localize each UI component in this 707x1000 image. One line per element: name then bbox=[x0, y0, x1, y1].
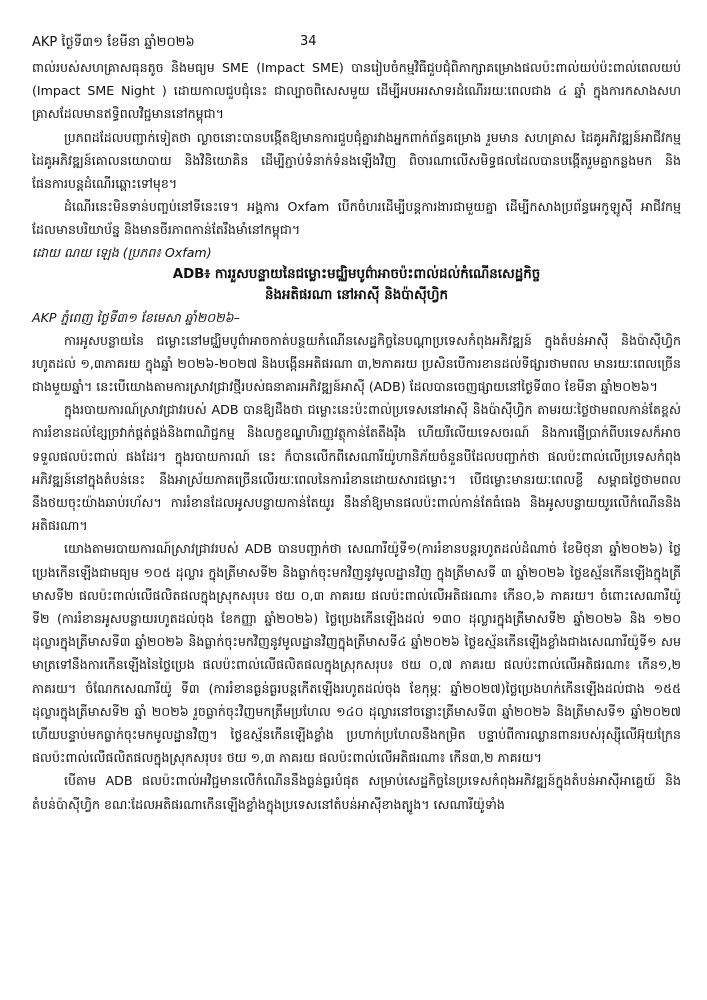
paragraph: ប្រភពដដែលបញ្ជាក់ទៀតថា ល្ងាចនោះបានបង្កើតឱ្យមានការជួបជុំគ្នារវាងអ្នកពាក់ព័ន្ធគម្រោង រួមមាន សហគ្រាស ដៃគូអភិវឌ្ឍន៍អាជីវកម្ម ដៃគូអភិវឌ្ឍន៍គោលនយោបាយ និងវិនិយោគិន ដើម្បីភ្ជាប់ទំនាក់ទំនងឡើងវិញ ពិចារណាលើសមិទ្ធផលដែលបានបង្កើតរួមគ្នាកន្លងមក និងផែនការបន្តដំណើរឆ្ពោះទៅមុខ។ bbox=[32, 129, 681, 192]
page-number: 34 bbox=[300, 34, 317, 49]
paragraph: ដំណើរនេះមិនទាន់បញ្ចប់នៅទីនេះទេ។ អង្គការ Oxfam បើកចំហរដើម្បីបន្តការងារជាមួយគ្នា ដើម្បីកសាងប្រព័ន្ធអេកូឡូស៊ី អាជីវកម្មដែលមានបរិយាប័ន្ន និងមានចីរភាពកាន់តែរឹងមាំនៅកម្ពុជា។ bbox=[32, 199, 681, 238]
paragraph: បើតាម ADB ផលប៉ះពាល់អវិជ្ជមានលើកំណើននឹងធ្ងន់ធ្ងរបំផុត សម្រាប់សេដ្ឋកិច្ចនៃប្រទេសកំពុងអភិវឌ្ឍន៍ក្នុងតំបន់អាស៊ីអាគ្នេយ៍ និងតំបន់ប៉ាស៊ីហ្វិក ខណៈដែលអតិផរណាកើនឡើងខ្លាំងក្នុងប្រទេសនៅតំបន់អាស៊ីខាងត្បូង។ សេណារីយ៉ូទាំង bbox=[32, 773, 681, 812]
article-dateline: AKP ភ្នំពេញ ថ្ងៃទី៣១ ខែមេសា ឆ្នាំ២០២៦– bbox=[32, 309, 240, 325]
paragraph: ក្នុងរបាយការណ៍ស្រាវជ្រាវរបស់ ADB បានឱ្យដឹងថា ជម្លោះនេះប៉ះពាល់ប្រទេសនៅអាស៊ី និងប៉ាស៊ីហ្វិក តាមរយៈថ្លៃថាមពលកាន់តែខ្ពស់ ការរំខានដល់ខ្សែច្រវាក់ផ្គត់ផ្គង់និងពាណិជ្ជកម្ម និងលក្ខខណ្ឌហិរញ្ញវត្ថុកាន់តែតឹងរ៉ឹង ហើយរីលើយទេសចរណ៍ និងការផ្ញើប្រាក់ពីបរទេសក៏អាចទទួលផលប៉ះពាល់ ផងដែរ។ ក្នុងរបាយការណ៍ នេះ ក៏បានលើកពីសេណារីយ៉ូហានិភ័យចំនួនបីដែលបញ្ជាក់ថា ផលប៉ះពាល់លើប្រទេសកំពុងអភិវឌ្ឍន៍នៅក្នុងតំបន់នេះ នឹងអាស្រ័យភាគច្រើនលើរយៈពេលនៃការរំខានដោយសារជម្លោះ។ បើជម្លោះមានរយៈពេលខ្លី សម្ពាធថ្លៃថាមពលនឹងថយចុះយ៉ាងឆាប់រហ័ស។ ការរំខានដែលអូសបន្លាយកាន់តែយូរ នឹងនាំឱ្យមានផលប៉ះពាល់កាន់តែធំធេង និងអូសបន្លាយយូរលើកំណើននិងអតិផរណា។ bbox=[32, 402, 681, 534]
paragraph: ការអូសបន្លាយនៃ ជម្លោះនៅមជ្ឈិមបូព៌ាអាចកាត់បន្ថយកំណើនសេដ្ឋកិច្ចនៃបណ្តាប្រទេសកំពុងអភិវឌ្ឍន៍ ក្នុងតំបន់អាស៊ី និងប៉ាស៊ីហ្វិក រហូតដល់ ១,៣ភាគរយ ក្នុងឆ្នាំ ២០២៦-២០២៧ និងបង្កើនអតិផរណា ៣,២ភាគរយ ប្រសិនបើការខានដល់ទីផ្សារថាមពល មានរយៈពេលច្រើនជាងមួយឆ្នាំ។ នេះបើយោងតាមការស្រាវជ្រាវថ្មីរបស់ធនាគារអភិវឌ្ឍន៍អាស៊ី (ADB) ដែលបានចេញផ្សាយនៅថ្ងៃទី៣០ ខែមីនា ឆ្នាំ២០២៦។ bbox=[32, 332, 681, 395]
article-oxfam-continued bbox=[32, 56, 681, 264]
header-source-date: AKP ថ្ងៃទី៣១ ខែមីនា ឆ្នាំ២០២៦ bbox=[32, 35, 195, 50]
article-adb bbox=[32, 264, 681, 816]
article-headline-line1: ADB៖ ការរួសបន្ទាយនៃជម្លោះមជ្ឈិមបូព៌ាអាចប៉ះពាល់ដល់កំណើនសេដ្ឋកិច្ច bbox=[172, 266, 541, 282]
paragraph: យោងតាមរបាយការណ៍ស្រាវជ្រាវរបស់ ADB បានបញ្ជាក់ថា សេណារីយ៉ូទី១(ការរំខានបន្តរហូតដល់ដំណាច់ ខែមិថុនា ឆ្នាំ២០២៦) ថ្លៃប្រេងកើនឡើងជាមធ្យម ១០៥ ដុល្លារ ក្នុងត្រីមាសទី២ និងធ្លាក់ចុះមកវិញនូវមូលដ្ឋានវិញ ក្នុងត្រីមាសទី ៣ ឆ្នាំ២០២៦ ថ្លៃឧស្ម័នកើនឡើងក្នុងត្រីមាសទី២ ផលប៉ះពាល់លើផលិតផលក្នុងស្រុកសរុប៖ ថយ ០,៣ ភាគរយ ផលប៉ះពាល់លើអតិផរណា៖ កើន០,៦ ភាគរយ។ ចំពោះសេណារីយ៉ូ ទី២ (ការរំខានអូសបន្លាយរហូតដល់ចុង ខែកញ្ញា ឆ្នាំ២០២៦) ថ្លៃប្រេងកើនឡើងដល់ ១៣០ ដុល្លារក្នុងត្រីមាសទី២ ឆ្នាំ២០២៦ និង ១២០ ដុល្លារក្នុងត្រីមាសទី៣ ឆ្នាំ២០២៦ និងធ្លាក់ចុះមកវិញនូវមូលដ្ឋានវិញក្នុងត្រីមាសទី៤ ឆ្នាំ២០២៦ ថ្លៃឧស្ម័នកើនឡើងខ្លាំងជាងសេណារីយ៉ូទី១ សមមាត្រទៅនឹងការកើនឡើងនៃថ្លៃប្រេង ផលប៉ះពាល់លើផលិតផលក្នុងស្រុកសរុប៖ ថយ ០,៧ ភាគរយ ផលប៉ះពាល់លើអតិផរណា៖ កើន១,២ ភាគរយ។ ចំណែកសេណារីយ៉ូ ទី៣ (ការរំខានធ្ងន់ធ្ងរបន្តកើតឡើងរហូតដល់ចុង ខែកុម្ភៈ ឆ្នាំ២០២៧)ថ្លៃប្រេងហក់កើនឡើងដល់ជាង ១៥៥ ដុល្លារក្នុងត្រីមាសទី២ ឆ្នាំ ២០២៦ រួចធ្លាក់ចុះវិញមកត្រឹមប្រហែល ១៤០ ដុល្លារនៅចន្លោះត្រីមាសទី៣ ឆ្នាំ២០២៦ និងត្រីមាសទី១ ឆ្នាំ២០២៧ ហើយបន្ទាប់មកធ្លាក់ចុះមកមូលដ្ឋានវិញ។ ថ្លៃឧស្ម័នកើនឡើងខ្លាំង ប្រហាក់ប្រហែលនឹងកម្រិត បន្ទាប់ពីការឈ្លានពានរបស់រុស្ស៊ីលើអ៊ុយក្រែន ផលប៉ះពាល់លើផលិតផលក្នុងស្រុកសរុប៖ ថយ ១,៣ ភាគរយ ផលប៉ះពាល់លើអតិផរណា៖ កើន៣,២ ភាគរយ។ bbox=[32, 541, 681, 766]
article-headline-line2: និងអតិផរណា នៅអាស៊ី និងប៉ាស៊ីហ្វិក bbox=[265, 287, 448, 303]
page-header bbox=[32, 34, 681, 56]
paragraph: ពាល់របស់សហគ្រាសធុនតូច និងមធ្យម SME (Impact SME) បានរៀបចំកម្មវិធីជួបជុំពិភាក្សាគម្រោងផលប៉ះពាល់យប់ប៉ះពាល់ពេលយប់ (Impact SME Night ) ដោយកាលជួបជុំនេះ ជាល្បាចពិសេសមួយ ដើម្បីអបអរសាទរដំណើររយៈពេលជាង ៤ ឆ្នាំ ក្នុងការកសាងសហគ្រាសដែលមានឥទ្ធិពលវិជ្ជមាននៅកម្ពុជា។ bbox=[32, 60, 681, 122]
article-byline: ដោយ ណយ ឡេង (ប្រភព៖ Oxfam) bbox=[32, 244, 212, 260]
